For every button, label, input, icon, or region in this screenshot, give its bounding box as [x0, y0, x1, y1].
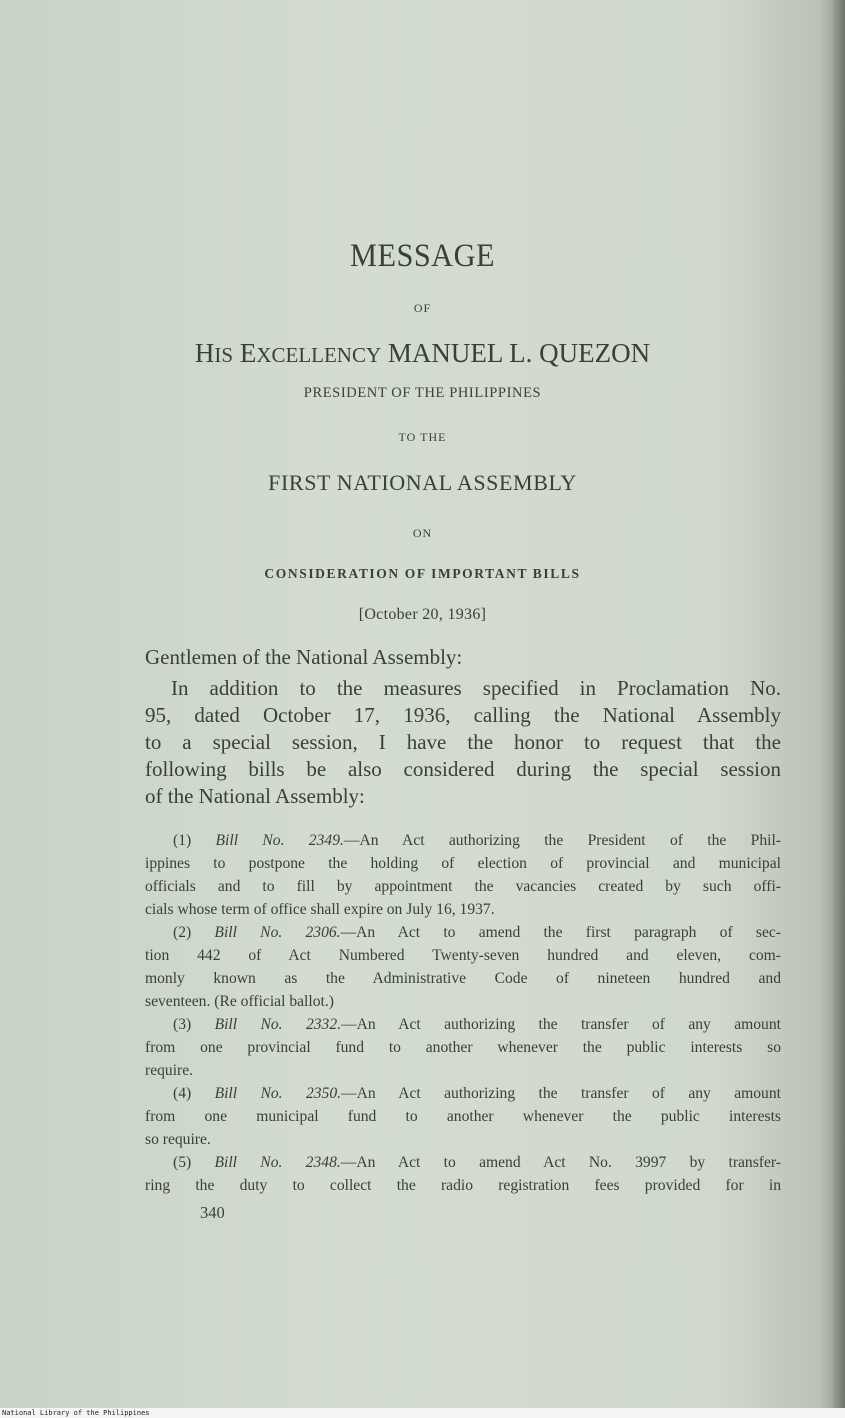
bill-item	[145, 829, 781, 921]
bill-text: —An Act to amend Act No. 3997 by transfer-	[340, 1154, 781, 1171]
heading-position: PRESIDENT OF THE PHILIPPINES	[303, 385, 542, 401]
book-spine-shadow	[833, 0, 845, 1410]
president-name: MANUEL L. QUEZON	[387, 338, 651, 368]
bill-text: ring the duty to collect the radio registration fees provided for in	[145, 1177, 781, 1194]
bill-text: —An Act to amend the first paragraph of sec-	[340, 924, 781, 941]
bill-list	[145, 829, 781, 1197]
bill-text: from one municipal fund to another whenever the public interests	[145, 1108, 781, 1125]
bill-text: ippines to postpone the holding of election of provincial and municipal	[145, 855, 781, 872]
bill-text: require.	[145, 1062, 194, 1079]
bill-number: (5)	[173, 1154, 192, 1171]
intro-line: In addition to the measures specified in Proclamation No.	[171, 676, 781, 700]
heading-on: ON	[412, 526, 433, 540]
bill-text: cials whose term of office shall expire on July 16, 1937.	[145, 901, 495, 918]
bill-item	[145, 1082, 781, 1151]
page-number: 340	[200, 1203, 225, 1222]
intro-line: following bills be also considered during the special session	[145, 757, 781, 781]
bill-text: —An Act authorizing the transfer of any amount	[341, 1016, 781, 1033]
bill-title: Bill No. 2306.	[214, 924, 341, 941]
heading-date: [October 20, 1936]	[358, 606, 487, 623]
title-message: MESSAGE	[350, 238, 495, 274]
library-footer: National Library of the Philippines	[2, 1409, 150, 1417]
intro-paragraph	[145, 675, 781, 810]
intro-line: to a special session, I have the honor to request that the	[145, 730, 781, 754]
salutation: Gentlemen of the National Assembly:	[145, 645, 463, 669]
heading-excellency	[0, 338, 845, 369]
bill-text: —An Act authorizing the transfer of any amount	[341, 1085, 781, 1102]
bill-text: officials and to fill by appointment the vacancies created by such offi-	[145, 878, 781, 895]
intro-line: 95, dated October 17, 1936, calling the National Assembly	[145, 703, 781, 727]
bill-number: (4)	[173, 1085, 192, 1102]
intro-line: of the National Assembly:	[145, 784, 365, 808]
bill-text: —An Act authorizing the President of the Phil-	[343, 832, 781, 849]
heading-subject: CONSIDERATION OF IMPORTANT BILLS	[264, 566, 581, 581]
bill-title: Bill No. 2348.	[214, 1154, 341, 1171]
honorific: HIS EXCELLENCY	[194, 338, 382, 368]
heading-assembly: FIRST NATIONAL ASSEMBLY	[268, 470, 577, 495]
heading-to-the: TO THE	[398, 430, 447, 444]
bill-text: from one provincial fund to another whenever the public interests so	[145, 1039, 781, 1056]
bill-text: so require.	[145, 1131, 211, 1148]
bill-title: Bill No. 2349.	[215, 832, 344, 849]
heading-of: OF	[413, 301, 432, 315]
bill-number: (3)	[173, 1016, 192, 1033]
bill-title: Bill No. 2350.	[214, 1085, 342, 1102]
bill-item	[145, 1151, 781, 1197]
bill-number: (1)	[173, 832, 192, 849]
bill-text: monly known as the Administrative Code of nineteen hundred and	[145, 970, 781, 987]
bill-item	[145, 921, 781, 1013]
bill-title: Bill No. 2332.	[214, 1016, 342, 1033]
bill-text: seventeen. (Re official ballot.)	[145, 993, 334, 1010]
bill-text: tion 442 of Act Numbered Twenty-seven hundred and eleven, com-	[145, 947, 781, 964]
bill-number: (2)	[173, 924, 192, 941]
bill-item	[145, 1013, 781, 1082]
